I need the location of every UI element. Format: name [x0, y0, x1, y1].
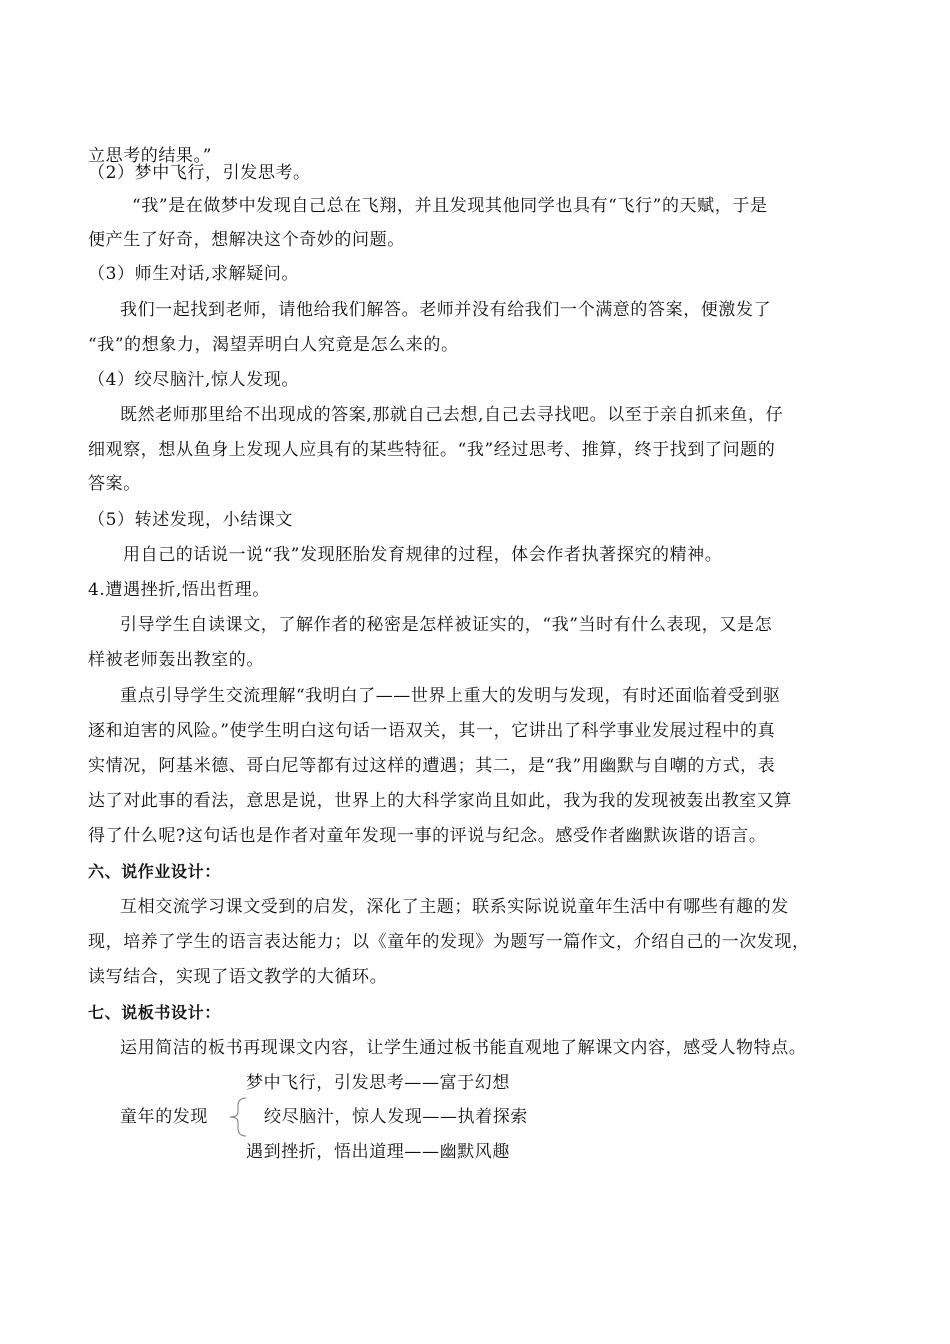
paragraph-line: 读写结合，实现了语文教学的大循环。 [88, 967, 388, 987]
subheading-5: （5）转述发现，小结课文 [88, 510, 294, 530]
section-heading-homework: 六、说作业设计： [88, 862, 221, 881]
section-heading-4: 4.遭遇挫折,悟出哲理。 [88, 580, 270, 600]
subheading-3: （3）师生对话,求解疑问。 [88, 264, 300, 284]
paragraph-line: 运用简洁的板书再现课文内容，让学生通过板书能直观地了解课文内容，感受人物特点。 [120, 1038, 807, 1058]
paragraph-line: 实情况，阿基米德、哥白尼等都有过这样的遭遇；其二，是“我”用幽默与自嘲的方式，表 [88, 756, 776, 776]
paragraph-line: 用自己的话说一说“我”发现胚胎发育规律的过程，体会作者执著探究的精神。 [123, 545, 723, 565]
paragraph-line: 引导学生自读课文，了解作者的秘密是怎样被证实的，“我”当时有什么表现，又是怎 [120, 615, 773, 635]
board-item: 梦中飞行，引发思考——富于幻想 [246, 1073, 510, 1093]
paragraph-line: 互相交流学习课文受到的启发，深化了主题；联系实际说说童年生活中有哪些有趣的发 [120, 897, 789, 917]
paragraph-line: 达了对此事的看法，意思是说，世界上的大科学家尚且如此，我为我的发现被轰出教室又算 [88, 791, 792, 811]
paragraph-line: “我”的想象力，渴望弄明白人究竟是怎么来的。 [88, 335, 459, 355]
paragraph-line: 重点引导学生交流理解“我明白了——世界上重大的发明与发现，有时还面临着受到驱 [120, 686, 781, 706]
paragraph-line: 得了什么呢?这句话也是作者对童年发现一事的评说与纪念。感受作者幽默诙谐的语言。 [88, 826, 767, 846]
board-item: 遇到挫折，悟出道理——幽默风趣 [246, 1142, 510, 1162]
paragraph-line: 便产生了好奇，想解决这个奇妙的问题。 [88, 230, 405, 250]
board-item: 绞尽脑汁，惊人发现——执着探索 [264, 1107, 528, 1127]
paragraph-line: 现，培养了学生的语言表达能力；以《童年的发现》为题写一篇作文，介绍自己的一次发现， [88, 932, 810, 952]
subheading-2: （2）梦中飞行，引发思考。 [88, 163, 311, 183]
board-title: 童年的发现 [120, 1107, 208, 1127]
paragraph-line: 既然老师那里给不出现成的答案,那就自己去想,自己去寻找吧。以至于亲自抓来鱼，仔 [120, 405, 784, 425]
paragraph-line: 立思考的结果。” [88, 146, 212, 166]
section-heading-board: 七、说板书设计： [88, 1003, 221, 1022]
subheading-4: （4）绞尽脑汁,惊人发现。 [88, 370, 300, 390]
paragraph-line: “我”是在做梦中发现自己总在飞翔，并且发现其他同学也具有“飞行”的天赋，于是 [132, 196, 768, 216]
paragraph-line: 样被老师轰出教室的。 [88, 650, 264, 670]
paragraph-line: 我们一起找到老师，请他给我们解答。老师并没有给我们一个满意的答案，便激发了 [120, 300, 772, 320]
paragraph-line: 逐和迫害的风险。”使学生明白这句话一语双关，其一，它讲出了科学事业发展过程中的真 [88, 721, 776, 741]
paragraph-line: 细观察，想从鱼身上发现人应具有的某些特征。“我”经过思考、推算，终于找到了问题的 [88, 440, 776, 460]
paragraph-line: 答案。 [88, 474, 141, 494]
brace-icon [226, 1096, 248, 1138]
